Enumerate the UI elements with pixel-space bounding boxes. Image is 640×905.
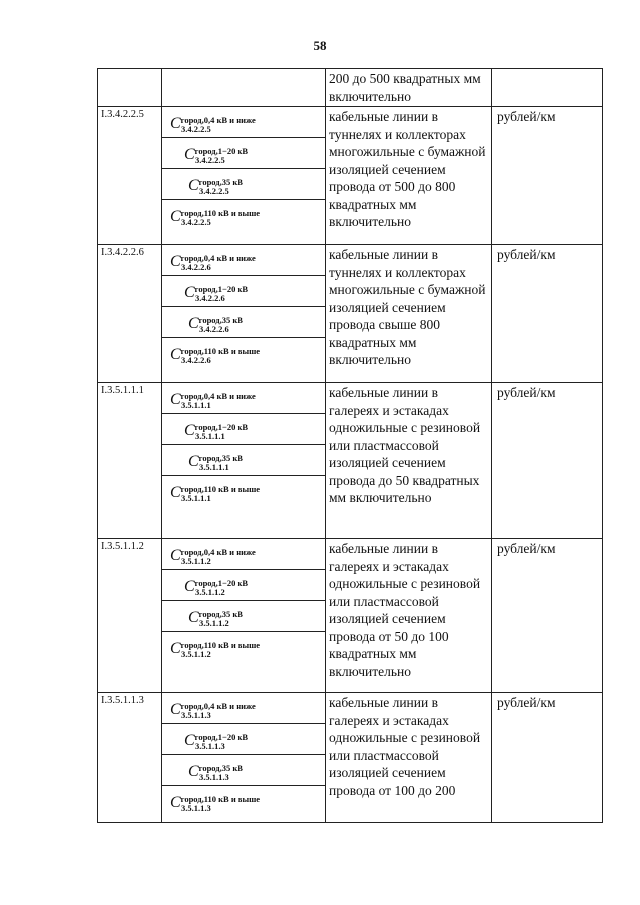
symbol-superscript: город,35 кВ bbox=[198, 315, 243, 325]
symbol-letter: C bbox=[188, 609, 199, 626]
table-row bbox=[98, 539, 603, 693]
symbol-letter: C bbox=[188, 315, 199, 332]
price-symbol bbox=[162, 169, 325, 200]
row-code: I.3.4.2.2.5 bbox=[98, 107, 162, 245]
symbol-subscript: 3.4.2.2.5 bbox=[181, 124, 211, 134]
symbol-superscript: город,0,4 кВ и ниже bbox=[180, 547, 256, 557]
symbol-superscript: город,110 кВ и выше bbox=[180, 794, 261, 804]
symbol-subscript: 3.4.2.2.6 bbox=[199, 324, 229, 334]
symbol-subscript: 3.5.1.1.3 bbox=[195, 741, 225, 751]
symbol-letter: C bbox=[188, 453, 199, 470]
symbol-letter: C bbox=[170, 391, 181, 408]
symbol-letter: C bbox=[188, 763, 199, 780]
symbol-subscript: 3.5.1.1.2 bbox=[195, 587, 225, 597]
price-symbol bbox=[162, 724, 325, 755]
price-symbol bbox=[162, 138, 325, 169]
tariff-table bbox=[97, 68, 603, 823]
row-description: кабельные линии в галереях и эстакадах одножильные с резиновой или пластмассовой изоляцией сечением провода от 50 до 100 квадратных мм включительно bbox=[326, 539, 492, 693]
row-symbols bbox=[162, 693, 326, 823]
symbol-letter: C bbox=[170, 640, 181, 657]
symbol-subscript: 3.4.2.2.6 bbox=[181, 262, 211, 272]
symbol-letter: C bbox=[184, 146, 195, 163]
price-symbol bbox=[162, 539, 325, 570]
tariff-table-body bbox=[98, 69, 603, 823]
row-unit: рублей/км bbox=[492, 693, 603, 823]
symbol-letter: C bbox=[184, 284, 195, 301]
row-unit: рублей/км bbox=[492, 245, 603, 383]
symbol-subscript: 3.5.1.1.2 bbox=[181, 556, 211, 566]
row-description: кабельные линии в туннелях и коллекторах многожильные с бумажной изоляцией сечением провода свыше 800 квадратных мм включительно bbox=[326, 245, 492, 383]
table-row bbox=[98, 245, 603, 383]
row-description: кабельные линии в галереях и эстакадах одножильные с резиновой или пластмассовой изоляцией сечением провода от 100 до 200 bbox=[326, 693, 492, 823]
symbol-subscript: 3.5.1.1.1 bbox=[181, 400, 211, 410]
symbol-letter: C bbox=[170, 208, 181, 225]
symbol-superscript: город,35 кВ bbox=[198, 453, 243, 463]
price-symbol bbox=[162, 632, 325, 662]
symbol-superscript: город,1−20 кВ bbox=[194, 732, 249, 742]
symbol-subscript: 3.5.1.1.3 bbox=[199, 772, 229, 782]
table-row bbox=[98, 383, 603, 539]
price-symbol bbox=[162, 307, 325, 338]
symbol-superscript: город,1−20 кВ bbox=[194, 578, 249, 588]
symbol-superscript: город,0,4 кВ и ниже bbox=[180, 115, 256, 125]
symbol-superscript: город,110 кВ и выше bbox=[180, 640, 261, 650]
symbol-superscript: город,110 кВ и выше bbox=[180, 484, 261, 494]
symbol-superscript: город,0,4 кВ и ниже bbox=[180, 701, 256, 711]
symbol-superscript: город,1−20 кВ bbox=[194, 284, 249, 294]
symbol-subscript: 3.4.2.2.6 bbox=[181, 355, 211, 365]
symbol-letter: C bbox=[188, 177, 199, 194]
carry-over-row bbox=[98, 69, 603, 107]
price-symbol bbox=[162, 601, 325, 632]
symbol-superscript: город,110 кВ и выше bbox=[180, 346, 261, 356]
row-unit: рублей/км bbox=[492, 539, 603, 693]
symbol-superscript: город,1−20 кВ bbox=[194, 146, 249, 156]
symbol-subscript: 3.4.2.2.5 bbox=[195, 155, 225, 165]
price-symbol bbox=[162, 107, 325, 138]
page-number: 58 bbox=[313, 38, 327, 53]
symbol-letter: C bbox=[170, 701, 181, 718]
price-symbol bbox=[162, 755, 325, 786]
symbol-subscript: 3.5.1.1.1 bbox=[199, 462, 229, 472]
price-symbol bbox=[162, 786, 325, 816]
price-symbol bbox=[162, 414, 325, 445]
row-symbols bbox=[162, 245, 326, 383]
symbol-subscript: 3.4.2.2.6 bbox=[195, 293, 225, 303]
price-symbol bbox=[162, 338, 325, 368]
symbol-letter: C bbox=[170, 547, 181, 564]
row-description: кабельные линии в туннелях и коллекторах многожильные с бумажной изоляцией сечением провода от 500 до 800 квадратных мм включительно bbox=[326, 107, 492, 245]
table-row bbox=[98, 693, 603, 823]
price-symbol bbox=[162, 383, 325, 414]
symbol-subscript: 3.5.1.1.1 bbox=[195, 431, 225, 441]
symbol-superscript: город,0,4 кВ и ниже bbox=[180, 253, 256, 263]
symbol-superscript: город,110 кВ и выше bbox=[180, 208, 261, 218]
row-unit: рублей/км bbox=[492, 383, 603, 539]
symbol-subscript: 3.5.1.1.1 bbox=[181, 493, 211, 503]
symbol-superscript: город,35 кВ bbox=[198, 177, 243, 187]
price-symbol bbox=[162, 245, 325, 276]
row-symbols bbox=[162, 383, 326, 539]
symbol-subscript: 3.5.1.1.2 bbox=[181, 649, 211, 659]
symbol-superscript: город,0,4 кВ и ниже bbox=[180, 391, 256, 401]
row-description: кабельные линии в галереях и эстакадах одножильные с резиновой или пластмассовой изоляцией сечением провода до 50 квадратных мм включительно bbox=[326, 383, 492, 539]
symbol-letter: C bbox=[184, 422, 195, 439]
row-code: I.3.5.1.1.3 bbox=[98, 693, 162, 823]
price-symbol bbox=[162, 693, 325, 724]
carry-over-unit-cell bbox=[492, 69, 603, 107]
symbol-letter: C bbox=[184, 732, 195, 749]
symbol-superscript: город,35 кВ bbox=[198, 763, 243, 773]
symbol-letter: C bbox=[170, 346, 181, 363]
row-symbols bbox=[162, 539, 326, 693]
price-symbol bbox=[162, 276, 325, 307]
row-code: I.3.5.1.1.1 bbox=[98, 383, 162, 539]
symbol-letter: C bbox=[184, 578, 195, 595]
carry-over-code-cell bbox=[98, 69, 162, 107]
row-symbols bbox=[162, 107, 326, 245]
price-symbol bbox=[162, 476, 325, 506]
symbol-letter: C bbox=[170, 484, 181, 501]
symbol-subscript: 3.5.1.1.3 bbox=[181, 710, 211, 720]
price-symbol bbox=[162, 570, 325, 601]
carry-over-symbol-cell bbox=[162, 69, 326, 107]
carry-over-description: 200 до 500 квадратных мм включительно bbox=[326, 69, 492, 107]
symbol-letter: C bbox=[170, 253, 181, 270]
row-code: I.3.5.1.1.2 bbox=[98, 539, 162, 693]
price-symbol bbox=[162, 445, 325, 476]
symbol-superscript: город,1−20 кВ bbox=[194, 422, 249, 432]
symbol-letter: C bbox=[170, 115, 181, 132]
table-row bbox=[98, 107, 603, 245]
symbol-subscript: 3.4.2.2.5 bbox=[199, 186, 229, 196]
row-code: I.3.4.2.2.6 bbox=[98, 245, 162, 383]
symbol-letter: C bbox=[170, 794, 181, 811]
row-unit: рублей/км bbox=[492, 107, 603, 245]
symbol-subscript: 3.5.1.1.3 bbox=[181, 803, 211, 813]
symbol-subscript: 3.5.1.1.2 bbox=[199, 618, 229, 628]
price-symbol bbox=[162, 200, 325, 230]
symbol-superscript: город,35 кВ bbox=[198, 609, 243, 619]
symbol-subscript: 3.4.2.2.5 bbox=[181, 217, 211, 227]
